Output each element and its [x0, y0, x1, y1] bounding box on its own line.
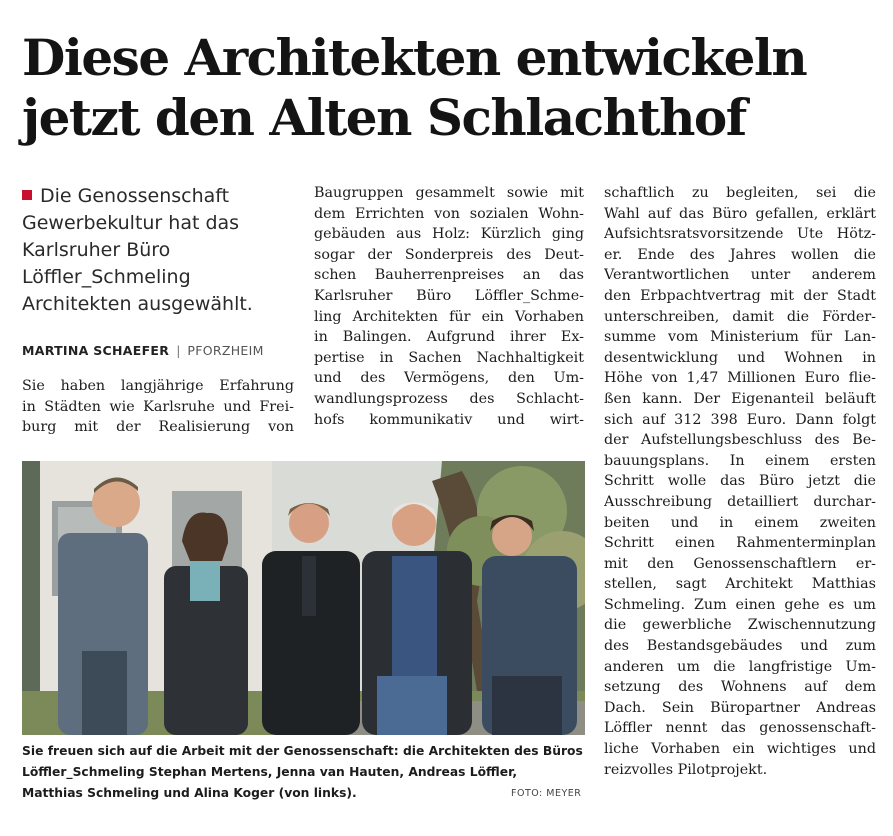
teaser-line: Karlsruher Büro	[22, 239, 171, 261]
body-text-line: bauungsplans. In einem ersten	[604, 452, 876, 469]
body-text-line: Schritt wolle das Büro jetzt die	[604, 473, 876, 490]
body-text-line: Baugruppen gesammelt sowie mit	[314, 185, 584, 201]
body-text-line: Sie haben langjährige Erfahrung	[22, 378, 294, 394]
body-text-line: stellen, sagt Architekt Matthias	[604, 576, 876, 593]
teaser-line: Architekten ausgewählt.	[22, 293, 253, 315]
body-text-line: hofs kommunikativ und wirt-	[314, 411, 584, 428]
teaser	[22, 183, 297, 318]
body-text-line: Verantwortlichen unter anderem	[604, 267, 876, 284]
dateline-location: PFORZHEIM	[187, 343, 264, 358]
body-text-line: des Bestandsgebäudes und zum	[604, 638, 876, 655]
body-text-line: in Städten wie Karlsruhe und Frei-	[22, 398, 294, 415]
body-column-1	[22, 376, 294, 438]
body-text-line: Karlsruher Büro Löffler_Schme-	[314, 287, 584, 304]
body-text-line: Löffler nennt das genossenschaft-	[604, 720, 876, 737]
body-text-line: er. Ende des Jahres wollen die	[604, 246, 876, 263]
teaser-line: Gewerbekultur hat das	[22, 212, 240, 234]
headline-line: Diese Architekten entwickeln	[22, 28, 807, 87]
photo-credit: FOTO: MEYER	[511, 788, 582, 799]
body-text-line: liche Vorhaben ein wichtiges und	[604, 741, 876, 758]
body-text-line: unterschreiben, damit die Förder-	[604, 308, 876, 325]
body-text-line: Höhe von 1,47 Millionen Euro flie-	[604, 370, 876, 387]
body-text-line: Ausschreibung detailliert durchar-	[604, 493, 876, 510]
body-text-line: Wahl auf das Büro gefallen, erklärt	[604, 205, 876, 222]
article-photo	[22, 461, 585, 735]
body-text-line: pertise in Sachen Nachhaltigkeit	[314, 349, 584, 366]
body-text-line: wandlungsprozess des Schlacht-	[314, 390, 584, 407]
caption-line: Löffler_Schmeling Stephan Mertens, Jenna van Hauten, Andreas Löffler,	[22, 765, 518, 779]
body-text-line: Dach. Sein Büropartner Andreas	[604, 699, 876, 716]
body-text-line: Schritt einen Rahmenterminplan	[604, 535, 876, 552]
body-text-line: mit den Genossenschaftlern er-	[604, 555, 876, 572]
group-photo-illustration	[22, 461, 585, 735]
body-text-line: ßen kann. Der Eigenanteil beläuft	[604, 390, 876, 407]
body-text-line: summe vom Ministerium für Lan-	[604, 329, 876, 346]
caption-line: Matthias Schmeling und Alina Koger (von links).	[22, 786, 357, 800]
teaser-line: Löffler_Schmeling	[22, 266, 191, 288]
body-text-line: setzung des Wohnens auf dem	[604, 679, 876, 696]
body-text-line: der Aufstellungsbeschluss des Be-	[604, 432, 876, 449]
body-text-line: Aufsichtsratsvorsitzende Ute Hötz-	[604, 226, 876, 243]
body-text-line: den Erbpachtvertrag mit der Stadt	[604, 287, 876, 304]
body-text-line: in Balingen. Aufgrund ihrer Ex-	[314, 329, 584, 346]
photo-caption	[22, 741, 585, 804]
body-text-line: reizvolles Pilotprojekt.	[604, 761, 768, 778]
body-text-line: dem Errichten von sozialen Wohn-	[314, 205, 584, 222]
body-text-line: burg mit der Realisierung von	[22, 419, 294, 436]
body-text-line: schaftlich zu begleiten, sei die	[604, 185, 876, 201]
body-text-line: ling Architekten für ein Vorhaben	[314, 308, 584, 325]
headline	[22, 28, 882, 148]
byline-separator: |	[176, 343, 181, 358]
body-text-line: schen Bauherrenpreises an das	[314, 267, 584, 284]
caption-line: Sie freuen sich auf die Arbeit mit der Genossenschaft: die Architekten des Büros	[22, 744, 583, 758]
body-text-line: die gewerbliche Zwischennutzung	[604, 617, 876, 634]
body-text-line: beiten und in einem zweiten	[604, 514, 876, 531]
headline-line: jetzt den Alten Schlachthof	[22, 88, 746, 147]
body-text-line: Schmeling. Zum einen gehe es um	[604, 596, 876, 613]
body-column-3	[604, 183, 876, 780]
body-text-line: gebäuden aus Holz: Kürzlich ging	[314, 226, 584, 243]
teaser-line: Die Genossenschaft	[22, 183, 297, 210]
body-text-line: sich auf 312 398 Euro. Dann folgt	[604, 411, 876, 428]
byline	[22, 342, 264, 360]
red-square-bullet-icon	[22, 190, 32, 200]
body-column-2	[314, 183, 584, 430]
body-text-line: anderen um die langfristige Um-	[604, 658, 876, 675]
body-text-line: desentwicklung und Wohnen in	[604, 349, 876, 366]
body-text-line: sogar der Sonderpreis des Deut-	[314, 246, 584, 263]
author-name: MARTINA SCHAEFER	[22, 343, 170, 358]
body-text-line: und des Vermögens, den Um-	[314, 370, 584, 387]
